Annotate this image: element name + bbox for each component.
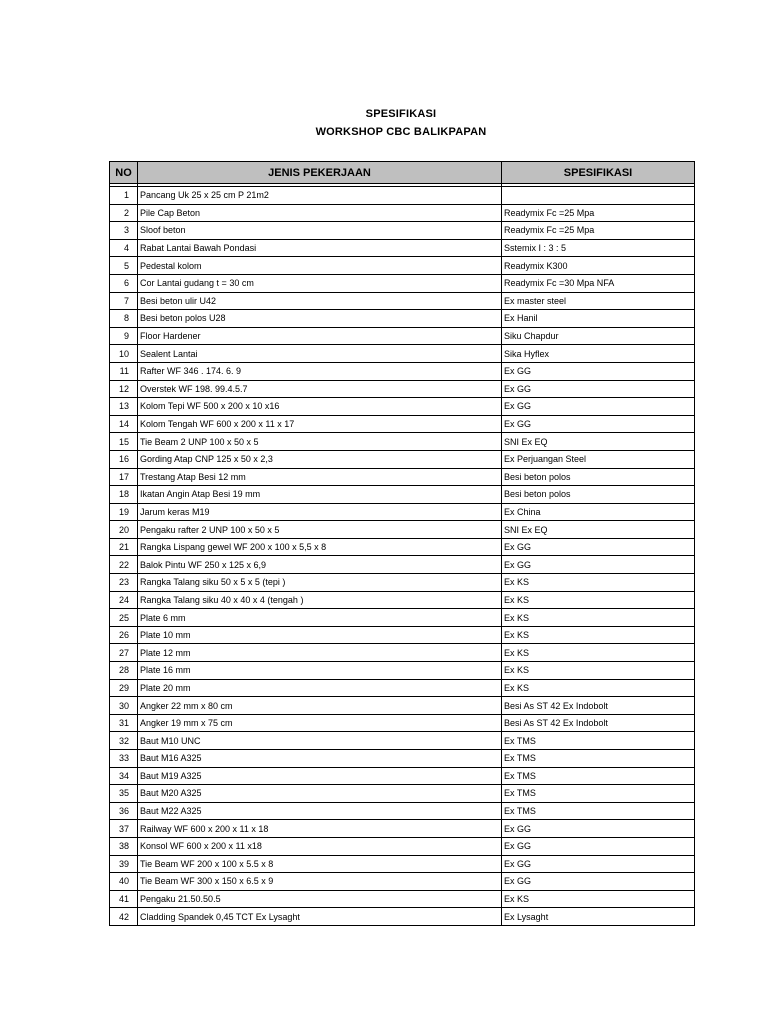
row-job: Besi beton ulir U42 (138, 292, 502, 310)
row-job: Ikatan Angin Atap Besi 19 mm (138, 486, 502, 504)
row-spec: Ex master steel (502, 292, 695, 310)
row-number: 41 (110, 890, 138, 908)
row-number: 32 (110, 732, 138, 750)
row-job: Tie Beam WF 300 x 150 x 6.5 x 9 (138, 873, 502, 891)
row-spec: Ex KS (502, 890, 695, 908)
row-job: Cladding Spandek 0,45 TCT Ex Lysaght (138, 908, 502, 926)
row-spec: Ex KS (502, 662, 695, 680)
row-job: Trestang Atap Besi 12 mm (138, 468, 502, 486)
row-job: Pengaku 21.50.50.5 (138, 890, 502, 908)
row-number: 8 (110, 310, 138, 328)
row-number: 31 (110, 714, 138, 732)
table-row (110, 574, 695, 592)
table-row (110, 292, 695, 310)
row-job: Plate 16 mm (138, 662, 502, 680)
row-spec: Ex GG (502, 415, 695, 433)
row-spec: Readymix Fc =25 Mpa (502, 204, 695, 222)
row-spec: Ex GG (502, 398, 695, 416)
row-spec: Ex GG (502, 362, 695, 380)
row-job: Rangka Talang siku 50 x 5 x 5 (tepi ) (138, 574, 502, 592)
row-number: 19 (110, 503, 138, 521)
table-row (110, 697, 695, 715)
table-row (110, 538, 695, 556)
row-job: Baut M20 A325 (138, 785, 502, 803)
table-row (110, 767, 695, 785)
row-spec: Besi As ST 42 Ex Indobolt (502, 697, 695, 715)
row-job: Baut M19 A325 (138, 767, 502, 785)
table-row (110, 837, 695, 855)
row-job: Baut M22 A325 (138, 802, 502, 820)
row-number: 35 (110, 785, 138, 803)
table-row (110, 890, 695, 908)
table-row (110, 714, 695, 732)
row-job: Floor Hardener (138, 327, 502, 345)
row-job: Pengaku rafter 2 UNP 100 x 50 x 5 (138, 521, 502, 539)
specification-table (109, 161, 695, 926)
table-row (110, 591, 695, 609)
row-job: Baut M16 A325 (138, 750, 502, 768)
table-row (110, 750, 695, 768)
row-job: Kolom Tengah WF 600 x 200 x 11 x 17 (138, 415, 502, 433)
document-subtitle: WORKSHOP CBC BALIKPAPAN (315, 126, 487, 138)
row-number: 34 (110, 767, 138, 785)
row-spec: Readymix Fc =30 Mpa NFA (502, 274, 695, 292)
row-spec: Readymix Fc =25 Mpa (502, 222, 695, 240)
row-job: Rabat Lantai Bawah Pondasi (138, 239, 502, 257)
row-spec: Ex Perjuangan Steel (502, 450, 695, 468)
table-row (110, 644, 695, 662)
row-spec: Siku Chapdur (502, 327, 695, 345)
row-number: 16 (110, 450, 138, 468)
row-number: 5 (110, 257, 138, 275)
row-number: 30 (110, 697, 138, 715)
table-row (110, 468, 695, 486)
table-row (110, 802, 695, 820)
row-spec: Ex GG (502, 380, 695, 398)
table-row (110, 556, 695, 574)
row-number: 38 (110, 837, 138, 855)
table-row (110, 327, 695, 345)
row-number: 10 (110, 345, 138, 363)
row-number: 36 (110, 802, 138, 820)
column-header-spec: SPESIFIKASI (502, 162, 695, 184)
row-spec: Ex GG (502, 556, 695, 574)
row-number: 3 (110, 222, 138, 240)
row-spec: Ex KS (502, 609, 695, 627)
row-job: Tie Beam 2 UNP 100 x 50 x 5 (138, 433, 502, 451)
row-number: 39 (110, 855, 138, 873)
row-number: 15 (110, 433, 138, 451)
table-row (110, 820, 695, 838)
row-job: Pile Cap Beton (138, 204, 502, 222)
row-job: Pedestal kolom (138, 257, 502, 275)
row-job: Rafter WF 346 . 174. 6. 9 (138, 362, 502, 380)
row-spec: Ex TMS (502, 732, 695, 750)
row-number: 13 (110, 398, 138, 416)
row-job: Jarum keras M19 (138, 503, 502, 521)
row-number: 42 (110, 908, 138, 926)
table-row (110, 679, 695, 697)
row-number: 21 (110, 538, 138, 556)
table-row (110, 626, 695, 644)
table-row (110, 310, 695, 328)
row-spec: Ex KS (502, 626, 695, 644)
row-job: Angker 22 mm x 80 cm (138, 697, 502, 715)
row-job: Gording Atap CNP 125 x 50 x 2,3 (138, 450, 502, 468)
row-number: 4 (110, 239, 138, 257)
row-number: 22 (110, 556, 138, 574)
row-job: Plate 6 mm (138, 609, 502, 627)
column-header-job: JENIS PEKERJAAN (138, 162, 502, 184)
row-number: 37 (110, 820, 138, 838)
table-row (110, 222, 695, 240)
row-number: 17 (110, 468, 138, 486)
row-spec: Ex TMS (502, 750, 695, 768)
row-number: 26 (110, 626, 138, 644)
row-job: Rangka Talang siku 40 x 40 x 4 (tengah ) (138, 591, 502, 609)
table-row (110, 204, 695, 222)
table-row (110, 486, 695, 504)
row-spec: Ex KS (502, 591, 695, 609)
row-job: Plate 20 mm (138, 679, 502, 697)
row-spec: Ex TMS (502, 802, 695, 820)
row-number: 29 (110, 679, 138, 697)
row-spec: Ex TMS (502, 767, 695, 785)
table-row (110, 415, 695, 433)
table-row (110, 609, 695, 627)
row-spec: Ex GG (502, 873, 695, 891)
row-job: Baut M10 UNC (138, 732, 502, 750)
row-job: Plate 12 mm (138, 644, 502, 662)
row-spec: Besi As ST 42 Ex Indobolt (502, 714, 695, 732)
table-row (110, 521, 695, 539)
row-spec: Readymix K300 (502, 257, 695, 275)
row-spec: SNI Ex EQ (502, 521, 695, 539)
row-spec: Ex KS (502, 679, 695, 697)
table-row (110, 380, 695, 398)
table-row (110, 503, 695, 521)
row-job: Konsol WF 600 x 200 x 11 x18 (138, 837, 502, 855)
row-spec: SNI Ex EQ (502, 433, 695, 451)
table-row (110, 187, 695, 205)
row-number: 33 (110, 750, 138, 768)
row-number: 27 (110, 644, 138, 662)
table-row (110, 362, 695, 380)
row-spec: Ex GG (502, 538, 695, 556)
table-row (110, 398, 695, 416)
table-row (110, 908, 695, 926)
document-title: SPESIFIKASI (365, 108, 437, 120)
row-number: 11 (110, 362, 138, 380)
table-row (110, 345, 695, 363)
row-number: 7 (110, 292, 138, 310)
row-job: Railway WF 600 x 200 x 11 x 18 (138, 820, 502, 838)
row-job: Balok Pintu WF 250 x 125 x 6,9 (138, 556, 502, 574)
row-job: Rangka Lispang gewel WF 200 x 100 x 5,5 x 8 (138, 538, 502, 556)
column-header-no: NO (110, 162, 138, 184)
table-row (110, 785, 695, 803)
row-number: 20 (110, 521, 138, 539)
row-number: 6 (110, 274, 138, 292)
row-spec: Sstemix I : 3 : 5 (502, 239, 695, 257)
row-spec: Besi beton polos (502, 468, 695, 486)
row-spec: Ex GG (502, 837, 695, 855)
row-spec: Besi beton polos (502, 486, 695, 504)
row-spec: Sika Hyflex (502, 345, 695, 363)
row-number: 23 (110, 574, 138, 592)
row-spec: Ex Lysaght (502, 908, 695, 926)
row-number: 18 (110, 486, 138, 504)
table-body (110, 184, 695, 926)
row-number: 25 (110, 609, 138, 627)
row-job: Sloof beton (138, 222, 502, 240)
row-job: Pancang Uk 25 x 25 cm P 21m2 (138, 187, 502, 205)
row-number: 9 (110, 327, 138, 345)
row-number: 28 (110, 662, 138, 680)
table-row (110, 257, 695, 275)
row-job: Besi beton polos U28 (138, 310, 502, 328)
table-row (110, 662, 695, 680)
table-row (110, 855, 695, 873)
row-spec (502, 187, 695, 205)
row-number: 24 (110, 591, 138, 609)
row-job: Plate 10 mm (138, 626, 502, 644)
row-job: Kolom Tepi WF 500 x 200 x 10 x16 (138, 398, 502, 416)
table-row (110, 732, 695, 750)
row-spec: Ex GG (502, 855, 695, 873)
row-job: Cor Lantai gudang t = 30 cm (138, 274, 502, 292)
row-spec: Ex GG (502, 820, 695, 838)
table-row (110, 239, 695, 257)
row-number: 14 (110, 415, 138, 433)
table-header (110, 162, 695, 184)
row-job: Angker 19 mm x 75 cm (138, 714, 502, 732)
header-row (110, 162, 695, 184)
row-number: 40 (110, 873, 138, 891)
row-spec: Ex KS (502, 644, 695, 662)
table-row (110, 873, 695, 891)
row-spec: Ex China (502, 503, 695, 521)
table-row (110, 274, 695, 292)
row-number: 12 (110, 380, 138, 398)
row-spec: Ex Hanil (502, 310, 695, 328)
table-row (110, 450, 695, 468)
row-number: 2 (110, 204, 138, 222)
row-spec: Ex KS (502, 574, 695, 592)
table-row (110, 433, 695, 451)
row-job: Overstek WF 198. 99.4.5.7 (138, 380, 502, 398)
row-spec: Ex TMS (502, 785, 695, 803)
row-number: 1 (110, 187, 138, 205)
row-job: Sealent Lantai (138, 345, 502, 363)
row-job: Tie Beam WF 200 x 100 x 5.5 x 8 (138, 855, 502, 873)
